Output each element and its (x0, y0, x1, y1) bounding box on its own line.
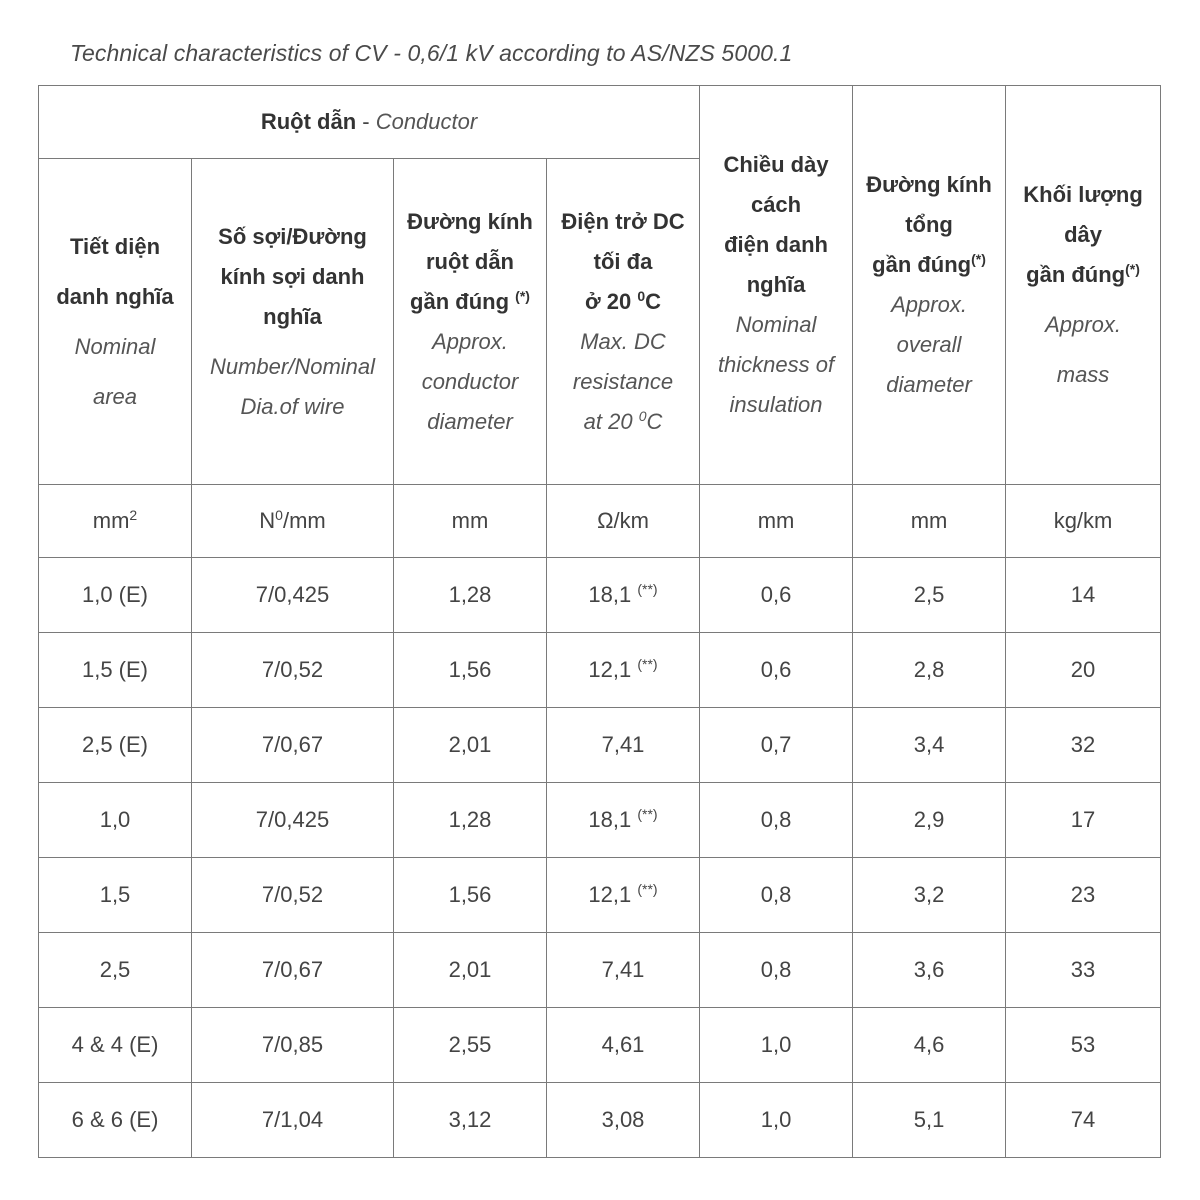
unit-wire: $N^0/mm$ (192, 485, 394, 558)
cell-wire-number: 7/0,425 (192, 558, 394, 633)
header-label: gần đúng(*) (872, 251, 986, 277)
cell-mass: 14 (1006, 558, 1161, 633)
unit-area: $mm^2$ (39, 485, 192, 558)
table-row (39, 858, 1161, 933)
table-caption: Technical characteristics of CV - 0,6/1 kV according to AS/NZS 5000.1 (70, 40, 793, 66)
header-label: Đường kính (407, 208, 533, 234)
footnote-marker: (**) (637, 656, 658, 672)
footnote-marker: (**) (637, 806, 658, 822)
cell-overall-diameter: 3,2 (853, 858, 1006, 933)
cell-wire-number: 7/0,425 (192, 783, 394, 858)
cell-overall-diameter: 4,6 (853, 1008, 1006, 1083)
header-dc-resistance (547, 159, 700, 485)
header-label: Số sợi/Đường (218, 223, 367, 249)
cell-overall-diameter: 2,5 (853, 558, 1006, 633)
cell-insulation-thickness: 0,8 (700, 858, 853, 933)
unit-overall-diameter: mm (853, 485, 1006, 558)
header-label-en: insulation (729, 392, 823, 417)
cell-insulation-thickness: 1,0 (700, 1008, 853, 1083)
header-mass (1006, 86, 1161, 485)
header-label-en: at 20 $^0$C (583, 407, 663, 434)
header-label: Điện trở DC (561, 208, 685, 234)
table-row (39, 1083, 1161, 1158)
cell-conductor-diameter: 2,01 (394, 933, 547, 1008)
conductor-group-header (39, 86, 700, 159)
cell-wire-number: 7/1,04 (192, 1083, 394, 1158)
header-label: dây (1064, 222, 1102, 247)
table-row (39, 1008, 1161, 1083)
header-conductor-diameter (394, 159, 547, 485)
cell-dc-resistance: 7,41 (547, 933, 700, 1008)
cell-wire-number: 7/0,52 (192, 633, 394, 708)
cell-wire-number: 7/0,52 (192, 858, 394, 933)
header-label: Đường kính (866, 172, 992, 197)
cell-nominal-area: 1,0 (E) (39, 558, 192, 633)
header-label-en: area (92, 383, 138, 409)
footnote-marker: (**) (637, 881, 658, 897)
header-wire-number (192, 159, 394, 485)
table-body (39, 558, 1161, 1158)
cell-dc-resistance: 4,61 (547, 1008, 700, 1083)
cell-conductor-diameter: 1,56 (394, 633, 547, 708)
header-label-en: Approx. (432, 328, 508, 354)
cell-nominal-area: 1,5 (E) (39, 633, 192, 708)
header-label: Tiết diện (69, 233, 161, 259)
header-label-en: Max. DC (580, 328, 666, 354)
conductor-group-sep: - (356, 109, 376, 134)
cell-insulation-thickness: 0,8 (700, 933, 853, 1008)
cell-overall-diameter: 3,4 (853, 708, 1006, 783)
cell-wire-number: 7/0,67 (192, 933, 394, 1008)
header-row-top (39, 86, 1161, 159)
header-label: kính sợi danh (220, 263, 365, 289)
cell-mass: 32 (1006, 708, 1161, 783)
header-label-en: thickness of (717, 352, 835, 377)
cell-mass: 33 (1006, 933, 1161, 1008)
header-label: nghĩa (263, 303, 322, 329)
cell-dc-resistance: 18,1 (**) (547, 783, 700, 858)
cell-overall-diameter: 3,6 (853, 933, 1006, 1008)
header-insulation-thickness (700, 86, 853, 485)
cell-nominal-area: 2,5 (E) (39, 708, 192, 783)
cell-nominal-area: 1,5 (39, 858, 192, 933)
cell-overall-diameter: 5,1 (853, 1083, 1006, 1158)
header-label-en: Nominal (735, 312, 817, 337)
cell-nominal-area: 6 & 6 (E) (39, 1083, 192, 1158)
conductor-group-en: Conductor (375, 109, 478, 134)
cell-dc-resistance: 3,08 (547, 1083, 700, 1158)
header-overall-diameter (853, 86, 1006, 485)
cell-insulation-thickness: 0,8 (700, 783, 853, 858)
cell-dc-resistance: 12,1 (**) (547, 858, 700, 933)
header-label: danh nghĩa (56, 283, 174, 309)
cell-mass: 23 (1006, 858, 1161, 933)
header-label: tối đa (593, 248, 653, 274)
header-label: gần đúng(*) (1026, 261, 1140, 287)
cell-insulation-thickness: 1,0 (700, 1083, 853, 1158)
cell-wire-number: 7/0,67 (192, 708, 394, 783)
technical-characteristics-table (38, 85, 1161, 1158)
cell-dc-resistance: 18,1 (**) (547, 558, 700, 633)
header-label-en: conductor (421, 368, 519, 394)
cell-dc-resistance: 7,41 (547, 708, 700, 783)
cell-mass: 20 (1006, 633, 1161, 708)
header-label: Khối lượng (1023, 182, 1143, 207)
unit-mass: kg/km (1006, 485, 1161, 558)
cell-dc-resistance: 12,1 (**) (547, 633, 700, 708)
unit-insulation: mm (700, 485, 853, 558)
footnote-marker: (**) (637, 581, 658, 597)
cell-overall-diameter: 2,8 (853, 633, 1006, 708)
table-row (39, 783, 1161, 858)
cell-insulation-thickness: 0,6 (700, 558, 853, 633)
cell-conductor-diameter: 2,01 (394, 708, 547, 783)
cell-insulation-thickness: 0,6 (700, 633, 853, 708)
cell-nominal-area: 1,0 (39, 783, 192, 858)
cell-nominal-area: 2,5 (39, 933, 192, 1008)
table-row (39, 633, 1161, 708)
header-label: cách (750, 192, 802, 217)
header-label: điện danh (724, 232, 828, 257)
cell-wire-number: 7/0,85 (192, 1008, 394, 1083)
cell-conductor-diameter: 1,56 (394, 858, 547, 933)
header-label: ở 20 $^0$C (585, 287, 662, 314)
header-label-en: diameter (886, 372, 972, 397)
header-label-en: diameter (427, 408, 513, 434)
cell-insulation-thickness: 0,7 (700, 708, 853, 783)
header-label-en: overall (896, 332, 962, 357)
cell-conductor-diameter: 3,12 (394, 1083, 547, 1158)
header-label-en: Approx. (891, 292, 967, 317)
cell-overall-diameter: 2,9 (853, 783, 1006, 858)
units-row (39, 485, 1161, 558)
cell-conductor-diameter: 2,55 (394, 1008, 547, 1083)
header-nominal-area (39, 159, 192, 485)
cell-mass: 74 (1006, 1083, 1161, 1158)
unit-conductor-diameter: mm (394, 485, 547, 558)
unit-resistance: Ω/km (547, 485, 700, 558)
conductor-group-vi: Ruột dẫn (260, 109, 357, 134)
cell-mass: 53 (1006, 1008, 1161, 1083)
header-label-en: resistance (572, 368, 674, 394)
header-label: nghĩa (746, 272, 806, 297)
cell-nominal-area: 4 & 4 (E) (39, 1008, 192, 1083)
header-label-en: Approx. (1045, 312, 1121, 337)
table-row (39, 558, 1161, 633)
table-row (39, 708, 1161, 783)
header-label-en: Number/Nominal (209, 353, 376, 379)
header-label: ruột dẫn (426, 248, 514, 274)
cell-mass: 17 (1006, 783, 1161, 858)
header-label: Chiều dày (723, 152, 829, 177)
header-label-en: mass (1056, 362, 1110, 387)
table-row (39, 933, 1161, 1008)
header-label: tổng (905, 212, 953, 237)
cell-conductor-diameter: 1,28 (394, 783, 547, 858)
header-label-en: Nominal (74, 333, 156, 359)
cell-conductor-diameter: 1,28 (394, 558, 547, 633)
header-label: gần đúng (*) (410, 287, 530, 314)
header-label-en: Dia.of wire (240, 393, 345, 419)
